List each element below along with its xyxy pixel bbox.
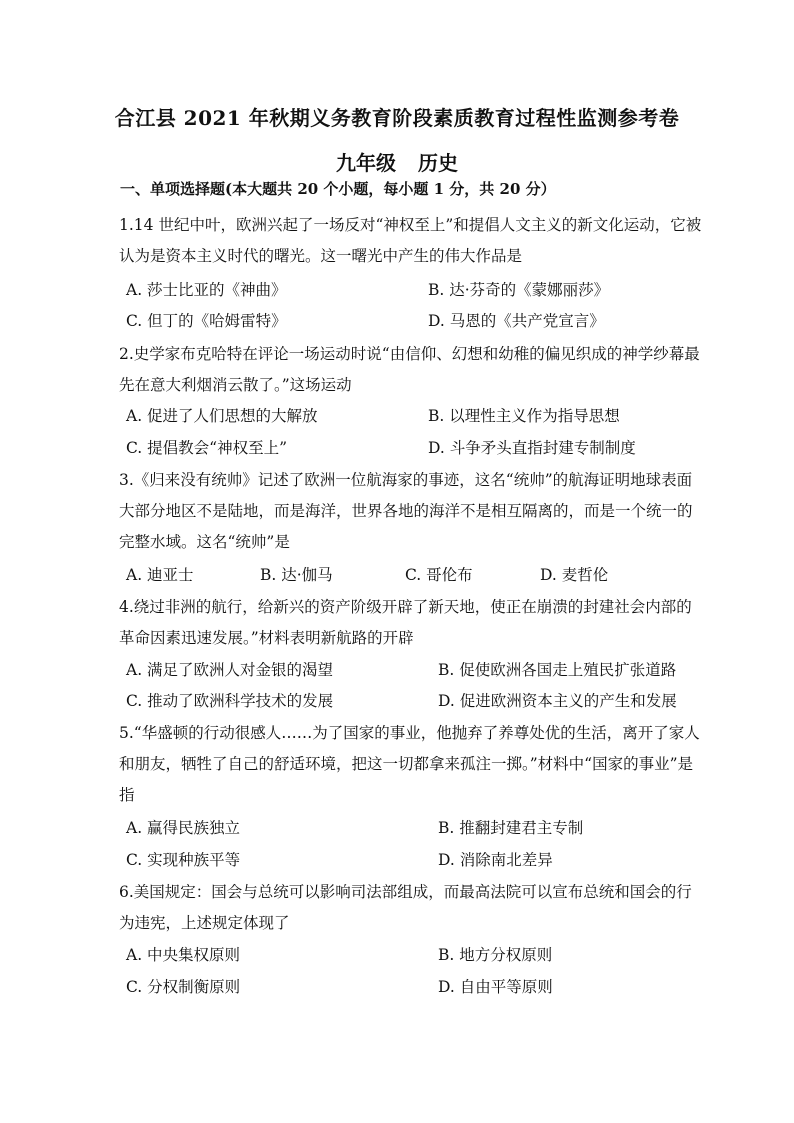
question-5-option-d[interactable]: D. 消除南北差异	[438, 851, 553, 869]
question-2-option-c[interactable]: C. 提倡教会“神权至上”	[126, 439, 288, 457]
question-3-option-c[interactable]: C. 哥伦布	[405, 566, 473, 584]
question-3-option-b[interactable]: B. 达·伽马	[260, 566, 333, 584]
question-6-stem: 6.美国规定：国会与总统可以影响司法部组成，而最高法院可以宣布总统和国会的行为违宪，上述规定体现了	[119, 883, 692, 932]
grade-label: 九年级	[336, 151, 396, 175]
question-2-stem: 2.史学家布克哈特在评论一场运动时说“由信仰、幻想和幼稚的偏见织成的神学纱幕最先在意大利烟消云散了。”这场运动	[119, 345, 700, 394]
question-6-option-a[interactable]: A. 中央集权原则	[126, 946, 241, 964]
question-1-option-d[interactable]: D. 马恩的《共产党宣言》	[428, 312, 605, 330]
question-6-option-d[interactable]: D. 自由平等原则	[438, 978, 553, 996]
exam-subtitle	[0, 147, 794, 176]
question-4-option-d[interactable]: D. 促进欧洲资本主义的产生和发展	[438, 692, 677, 710]
subject-label: 历史	[418, 151, 458, 175]
question-3-stem: 3.《归来没有统帅》记述了欧洲一位航海家的事迹，这名“统帅”的航海证明地球表面大部分地区不是陆地，而是海洋，世界各地的海洋不是相互隔离的，而是一个统一的完整水域。这名“统帅”是	[119, 471, 693, 551]
question-3-option-a[interactable]: A. 迪亚士	[126, 566, 194, 584]
question-2-option-a[interactable]: A. 促进了人们思想的大解放	[126, 407, 318, 425]
question-1-stem: 1.14 世纪中叶，欧洲兴起了一场反对“神权至上”和提倡人文主义的新文化运动，它被认为是资本主义时代的曙光。这一曙光中产生的伟大作品是	[119, 216, 702, 265]
question-4-option-c[interactable]: C. 推动了欧洲科学技术的发展	[126, 692, 334, 710]
question-3-option-d[interactable]: D. 麦哲伦	[540, 566, 609, 584]
question-4-option-a[interactable]: A. 满足了欧洲人对金银的渴望	[126, 661, 334, 679]
exam-title: 合江县 2021 年秋期义务教育阶段素质教育过程性监测参考卷	[114, 106, 680, 130]
question-5-option-c[interactable]: C. 实现种族平等	[126, 851, 241, 869]
question-2-option-d[interactable]: D. 斗争矛头直指封建专制制度	[428, 439, 636, 457]
question-6-option-b[interactable]: B. 地方分权原则	[438, 946, 553, 964]
question-4-option-b[interactable]: B. 促使欧洲各国走上殖民扩张道路	[438, 661, 677, 679]
question-5-stem: 5.“华盛顿的行动很感人……为了国家的事业，他抛弃了养尊处优的生活，离开了家人和朋友，牺牲了自己的舒适环境，把这一切都拿来孤注一掷。”材料中“国家的事业”是指	[119, 724, 700, 804]
question-1-option-a[interactable]: A. 莎士比亚的《神曲》	[126, 281, 287, 299]
question-5-option-a[interactable]: A. 赢得民族独立	[126, 819, 241, 837]
question-4-stem: 4.绕过非洲的航行，给新兴的资产阶级开辟了新天地，使正在崩溃的封建社会内部的革命因素迅速发展。”材料表明新航路的开辟	[119, 598, 692, 647]
section-heading: 一、单项选择题(本大题共 20 个小题，每小题 1 分，共 20 分）	[120, 180, 556, 198]
question-2-option-b[interactable]: B. 以理性主义作为指导思想	[428, 407, 620, 425]
question-6-option-c[interactable]: C. 分权制衡原则	[126, 978, 241, 996]
question-1-option-c[interactable]: C. 但丁的《哈姆雷特》	[126, 312, 287, 330]
question-5-option-b[interactable]: B. 推翻封建君主专制	[438, 819, 584, 837]
question-1-option-b[interactable]: B. 达·芬奇的《蒙娜丽莎》	[428, 281, 610, 299]
